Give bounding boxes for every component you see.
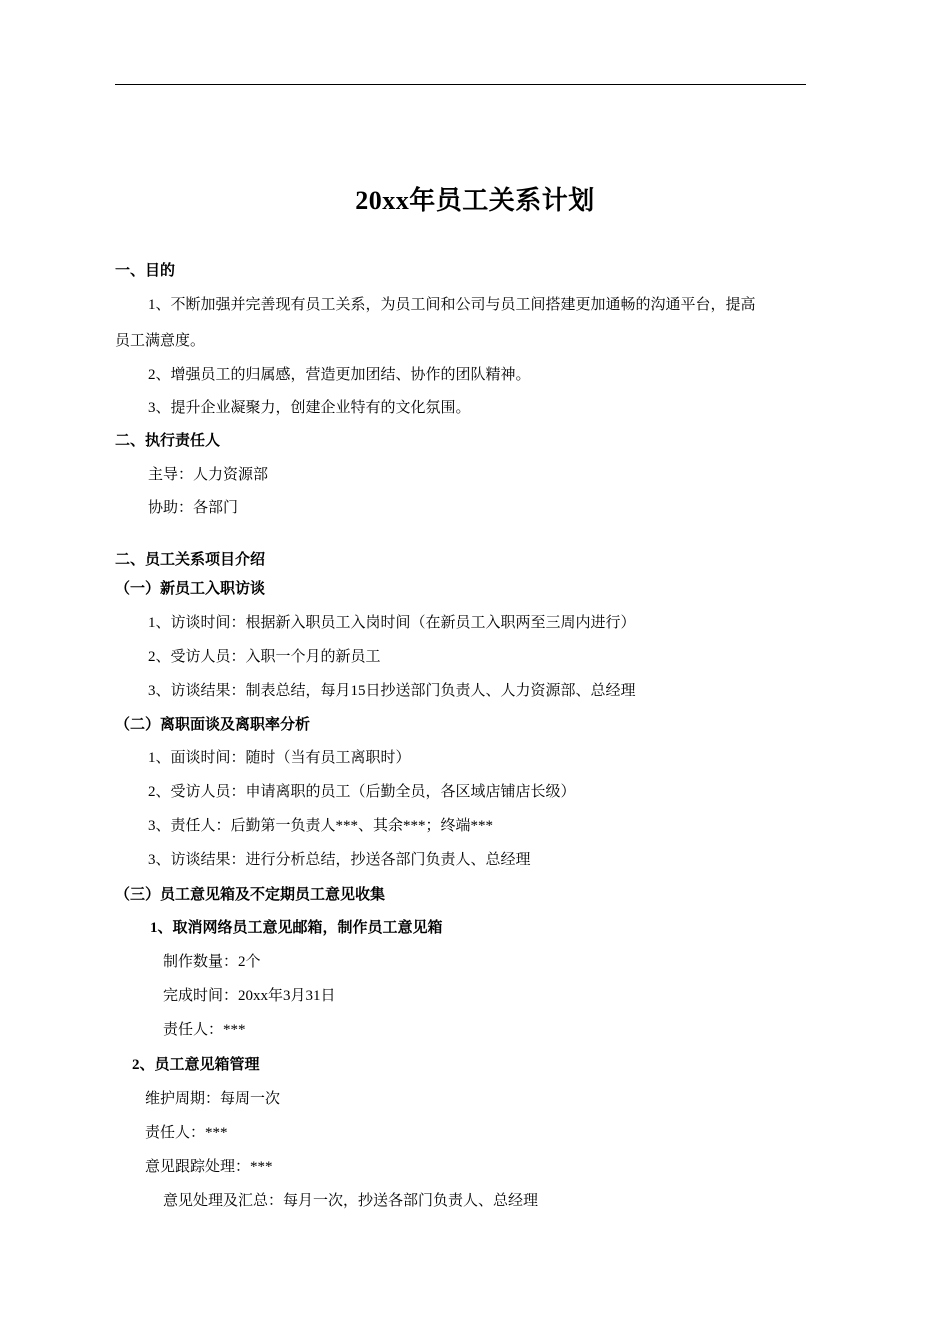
paragraph: 1、不断加强并完善现有员工关系，为员工间和公司与员工间搭建更加通畅的沟通平台，提高 — [148, 297, 756, 313]
paragraph: 3、责任人：后勤第一负责人***、其余***；终端*** — [148, 818, 494, 834]
paragraph: 员工满意度。 — [115, 333, 206, 349]
header-rule — [115, 84, 806, 85]
paragraph: 3、访谈结果：进行分析总结，抄送各部门负责人、总经理 — [148, 852, 531, 868]
paragraph: 1、面谈时间：随时（当有员工离职时） — [148, 750, 411, 766]
paragraph: 3、访谈结果：制表总结，每月15日抄送部门负责人、人力资源部、总经理 — [148, 683, 636, 699]
subsection-heading: （三）员工意见箱及不定期员工意见收集 — [115, 887, 386, 903]
paragraph: 维护周期：每周一次 — [145, 1091, 281, 1107]
paragraph: 协助：各部门 — [148, 500, 239, 516]
section-heading-responsible: 二、执行责任人 — [115, 433, 221, 449]
paragraph: 责任人：*** — [163, 1022, 246, 1038]
paragraph: 完成时间：20xx年3月31日 — [163, 988, 336, 1004]
paragraph: 制作数量：2个 — [163, 954, 261, 970]
paragraph: 责任人：*** — [145, 1125, 228, 1141]
paragraph: 2、受访人员：入职一个月的新员工 — [148, 649, 381, 665]
paragraph: 3、提升企业凝聚力，创建企业特有的文化氛围。 — [148, 400, 471, 416]
subsection-heading: （二）离职面谈及离职率分析 — [115, 717, 311, 733]
section-heading-purpose: 一、目的 — [115, 263, 176, 279]
paragraph: 2、增强员工的归属感，营造更加团结、协作的团队精神。 — [148, 367, 531, 383]
section-heading-projects: 二、员工关系项目介绍 — [115, 552, 266, 568]
document-title: 20xx年员工关系计划 — [355, 186, 595, 215]
item-heading: 1、取消网络员工意见邮箱，制作员工意见箱 — [150, 920, 443, 936]
paragraph: 意见处理及汇总：每月一次，抄送各部门负责人、总经理 — [163, 1193, 539, 1209]
paragraph: 意见跟踪处理：*** — [145, 1159, 273, 1175]
paragraph: 主导：人力资源部 — [148, 467, 269, 483]
subsection-heading: （一）新员工入职访谈 — [115, 581, 266, 597]
paragraph: 1、访谈时间：根据新入职员工入岗时间（在新员工入职两至三周内进行） — [148, 615, 636, 631]
item-heading: 2、员工意见箱管理 — [132, 1057, 260, 1073]
paragraph: 2、受访人员：申请离职的员工（后勤全员，各区域店铺店长级） — [148, 784, 576, 800]
